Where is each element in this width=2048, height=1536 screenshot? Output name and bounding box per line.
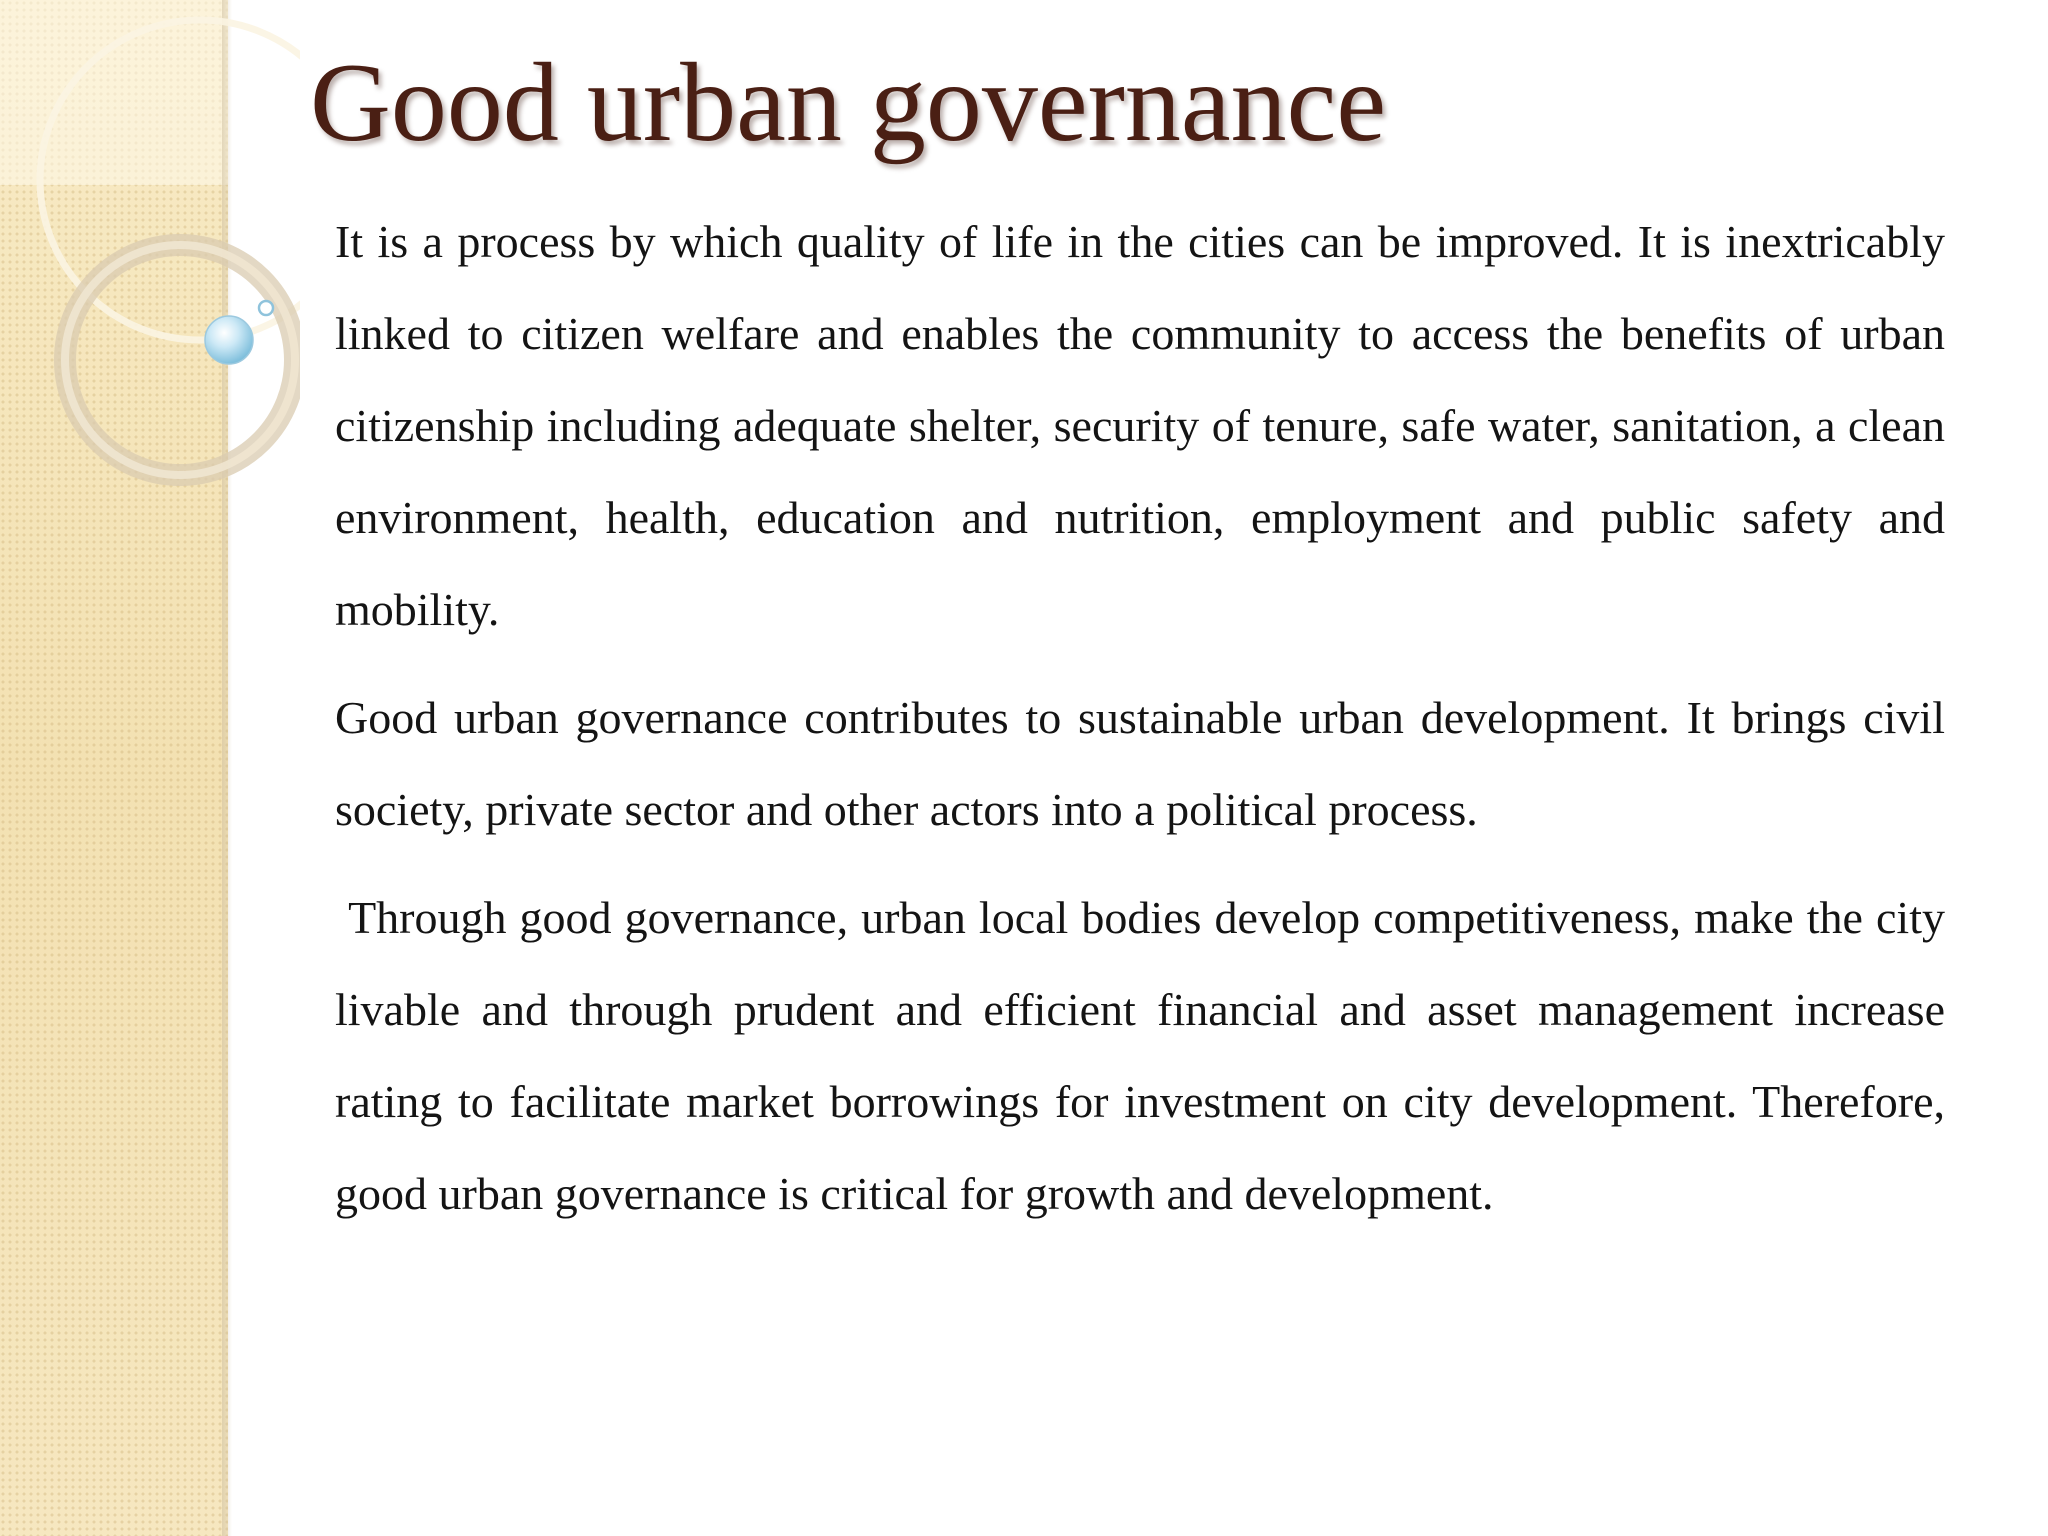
paragraph-definition: It is a process by which quality of life in the cities can be improved. It is inextricably linked to citizen welfare and enables the community to access the benefits of urban citizenship including adequate shelter, security of tenure, safe water, sanitation, a clean environment, health, education and nutrition, employment and public safety and mobility.	[335, 216, 1945, 635]
paragraph-through-good-governance: Through good governance, urban local bodies develop competitiveness, make the city livable and through prudent and efficient financial and asset management increase rating to facilitate market borrowings for investment on city development. Therefore, good urban governance is critical for growth and development.	[335, 892, 1957, 1219]
blue-bubble	[205, 316, 253, 364]
slide-body	[335, 196, 1957, 1256]
decorative-rings	[0, 0, 300, 520]
small-bubble	[259, 301, 273, 315]
slide-title: Good urban governance	[310, 41, 1387, 165]
paragraph-contribution: Good urban governance contributes to sustainable urban development. It brings civil society, private sector and other actors into a political process.	[335, 692, 1945, 835]
middle-ring-highlight	[65, 245, 295, 475]
